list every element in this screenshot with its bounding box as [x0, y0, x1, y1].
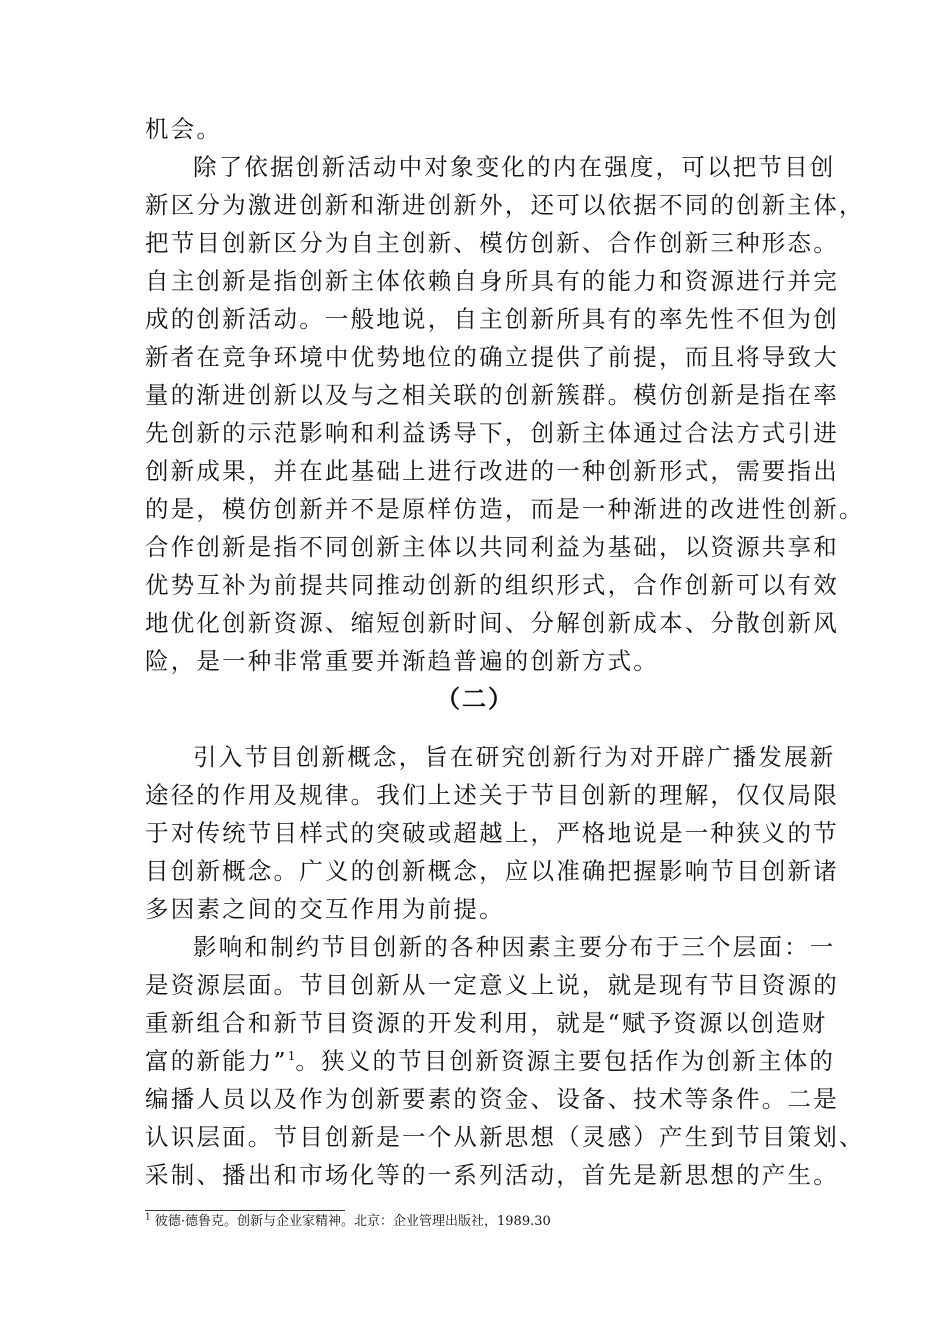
- text-line: 多因素之间的交互作用为前提。: [145, 895, 505, 923]
- footnote-reference[interactable]: 1: [287, 1049, 296, 1064]
- section-heading: （二）: [436, 685, 514, 713]
- text-line: 途径的作用及规律。我们上述关于节目创新的理解，仅仅局限: [145, 781, 839, 809]
- text-line: 于对传统节目样式的突破或超越上，严格地说是一种狭义的节: [145, 819, 839, 847]
- text-segment: 富的新能力”: [145, 1047, 288, 1075]
- text-line: 先创新的示范影响和利益诱导下，创新主体通过合法方式引进: [145, 419, 839, 447]
- text-line: [145, 1046, 835, 1076]
- text-line: 编播人员以及作为创新要素的资金、设备、技术等条件。二是: [145, 1085, 839, 1113]
- text-line: 把节目创新区分为自主创新、模仿创新、合作创新三种形态。: [145, 229, 839, 257]
- text-line: 影响和制约节目创新的各种因素主要分布于三个层面：一: [193, 933, 836, 961]
- text-line: 采制、播出和市场化等的一系列活动，首先是新思想的产生。: [145, 1161, 839, 1189]
- text-line: 的是，模仿创新并不是原样仿造，而是一种渐进的改进性创新。: [145, 495, 865, 523]
- text-segment: 。狭义的节目创新资源主要包括作为创新主体的: [295, 1047, 836, 1075]
- text-line: 优势互补为前提共同推动创新的组织形式，合作创新可以有效: [145, 571, 839, 599]
- footnote-text: 彼德·德鲁克。创新与企业家精神。北京：企业管理出版社，1989.30: [154, 1214, 551, 1229]
- text-line: 是资源层面。节目创新从一定意义上说，就是现有节目资源的: [145, 971, 839, 999]
- footnote-number: 1: [145, 1212, 151, 1223]
- text-line: 目创新概念。广义的创新概念，应以准确把握影响节目创新诸: [145, 857, 839, 885]
- footnote-divider: [145, 1210, 345, 1211]
- text-line: 重新组合和新节目资源的开发利用，就是“赋予资源以创造财: [145, 1009, 828, 1037]
- text-line: 机会。: [145, 115, 223, 143]
- text-line: 认识层面。节目创新是一个从新思想（灵感）产生到节目策划、: [145, 1123, 865, 1151]
- text-line: 自主创新是指创新主体依赖自身所具有的能力和资源进行并完: [145, 267, 839, 295]
- text-line: 地优化创新资源、缩短创新时间、分解创新成本、分散创新风: [145, 609, 839, 637]
- text-line: 险，是一种非常重要并渐趋普遍的创新方式。: [145, 647, 659, 675]
- text-line: 引入节目创新概念，旨在研究创新行为对开辟广播发展新: [193, 743, 836, 771]
- text-line: 成的创新活动。一般地说，自主创新所具有的率先性不但为创: [145, 305, 839, 333]
- text-line: 量的渐进创新以及与之相关联的创新簇群。模仿创新是指在率: [145, 381, 839, 409]
- text-line: 新区分为激进创新和渐进创新外，还可以依据不同的创新主体，: [145, 191, 865, 219]
- text-line: 合作创新是指不同创新主体以共同利益为基础，以资源共享和: [145, 533, 839, 561]
- text-line: 创新成果，并在此基础上进行改进的一种创新形式，需要指出: [145, 457, 839, 485]
- text-line: 除了依据创新活动中对象变化的内在强度，可以把节目创: [193, 153, 836, 181]
- text-line: 新者在竞争环境中优势地位的确立提供了前提，而且将导致大: [145, 343, 839, 371]
- footnote: [145, 1213, 551, 1231]
